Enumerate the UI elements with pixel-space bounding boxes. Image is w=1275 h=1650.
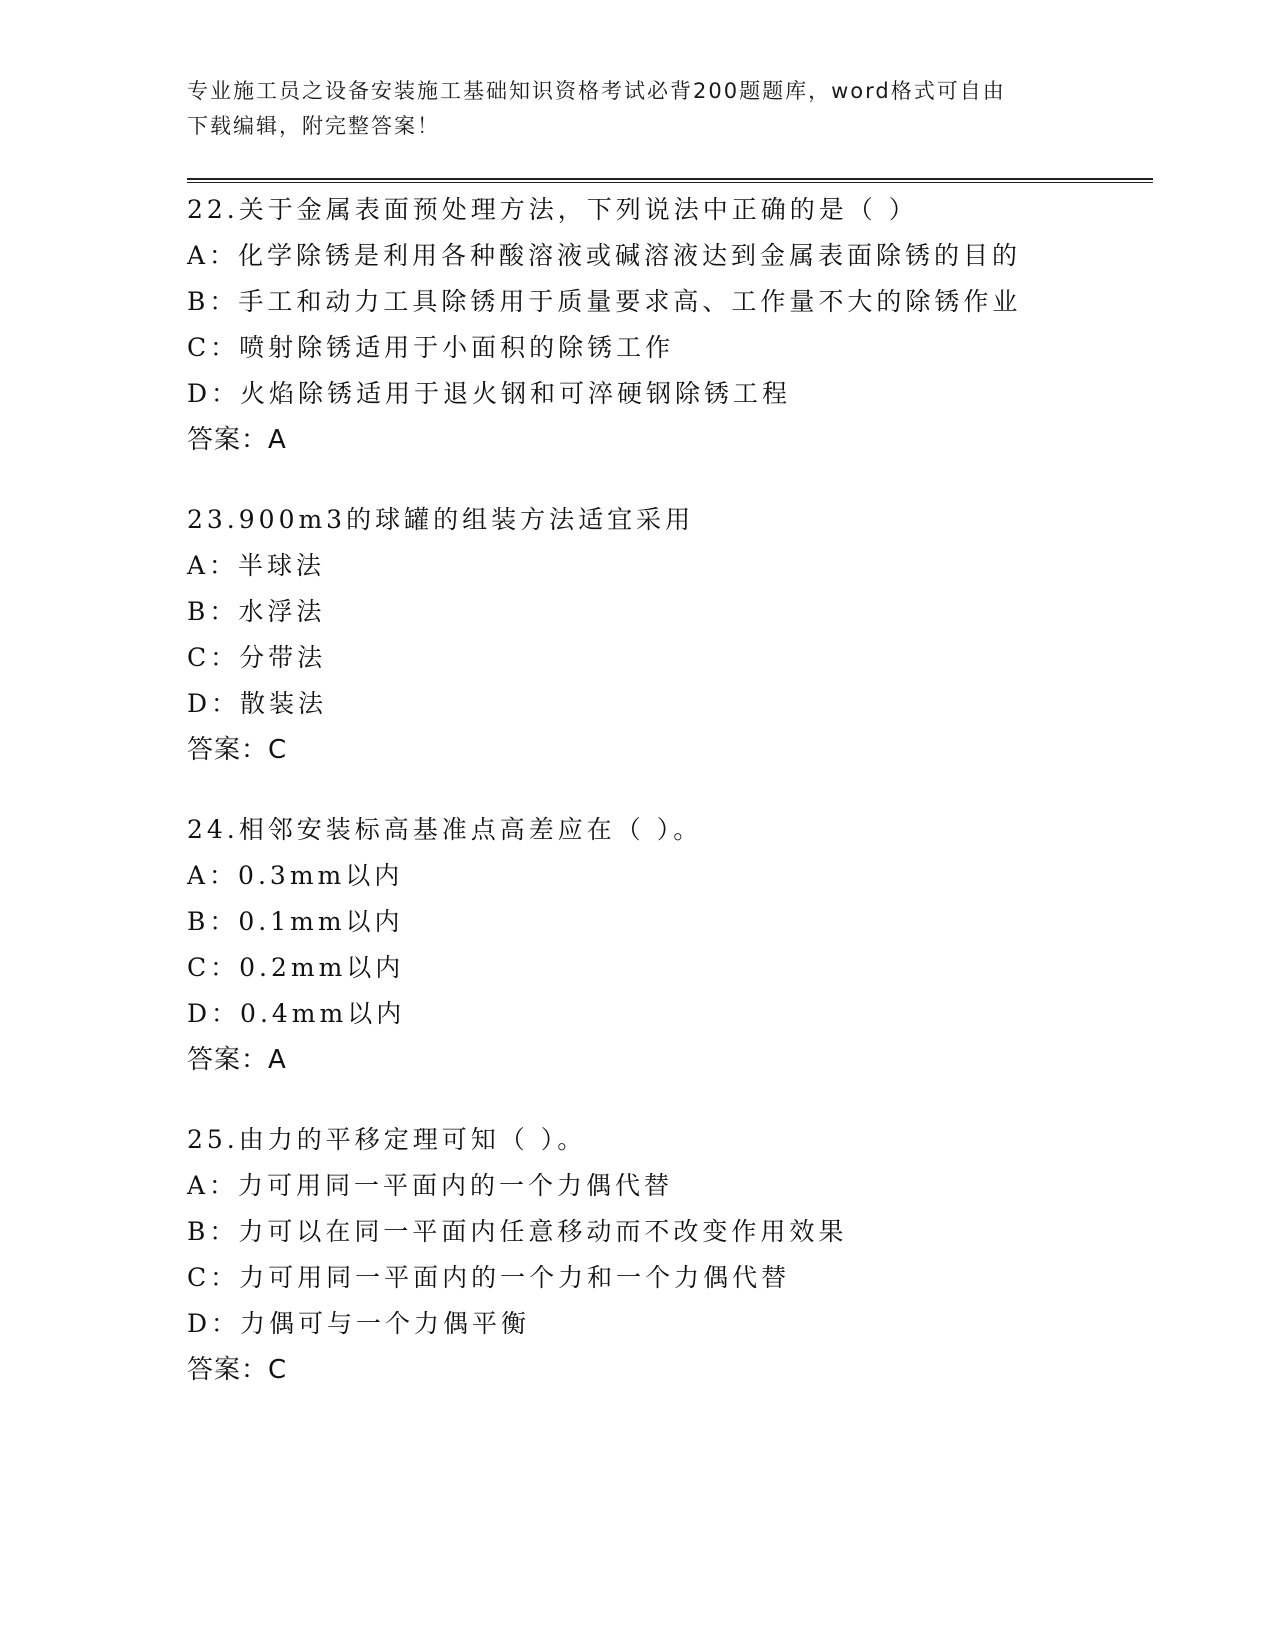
header-divider bbox=[187, 178, 1153, 183]
question-list bbox=[187, 187, 1147, 1427]
question-25 bbox=[187, 1117, 1147, 1393]
option-c: C：喷射除锈适用于小面积的除锈工作 bbox=[187, 333, 675, 362]
answer-label: 答案：C bbox=[187, 735, 288, 765]
question-stem: 23.900m3的球罐的组装方法适宜采用 bbox=[187, 505, 695, 534]
answer-label: 答案：C bbox=[187, 1355, 288, 1385]
option-a: A：半球法 bbox=[187, 551, 326, 580]
header-line-2: 下载编辑，附完整答案！ bbox=[187, 114, 440, 138]
question-23 bbox=[187, 497, 1147, 773]
answer-label: 答案：A bbox=[187, 425, 287, 455]
option-b: B：0.1mm以内 bbox=[187, 907, 404, 936]
document-header bbox=[187, 74, 1067, 144]
header-line-1: 专业施工员之设备安装施工基础知识资格考试必背200题题库，word格式可自由 bbox=[187, 79, 1006, 103]
answer-label: 答案：A bbox=[187, 1045, 287, 1075]
option-a: A：化学除锈是利用各种酸溶液或碱溶液达到金属表面除锈的目的 bbox=[187, 241, 1022, 270]
option-d: D：力偶可与一个力偶平衡 bbox=[187, 1309, 531, 1338]
option-c: C：分带法 bbox=[187, 643, 327, 672]
question-stem: 25.由力的平移定理可知（ ）。 bbox=[187, 1125, 587, 1154]
option-c: C：0.2mm以内 bbox=[187, 953, 405, 982]
option-c: C：力可用同一平面内的一个力和一个力偶代替 bbox=[187, 1263, 791, 1292]
option-a: A：力可用同一平面内的一个力偶代替 bbox=[187, 1171, 674, 1200]
option-d: D：散装法 bbox=[187, 689, 328, 718]
option-b: B：力可以在同一平面内任意移动而不改变作用效果 bbox=[187, 1217, 848, 1246]
question-stem: 22.关于金属表面预处理方法，下列说法中正确的是（ ） bbox=[187, 195, 918, 224]
question-stem: 24.相邻安装标高基准点高差应在（ ）。 bbox=[187, 815, 703, 844]
question-22 bbox=[187, 187, 1147, 463]
option-d: D：火焰除锈适用于退火钢和可淬硬钢除锈工程 bbox=[187, 379, 792, 408]
option-b: B：手工和动力工具除锈用于质量要求高、工作量不大的除锈作业 bbox=[187, 287, 1022, 316]
option-d: D：0.4mm以内 bbox=[187, 999, 406, 1028]
option-a: A：0.3mm以内 bbox=[187, 861, 404, 890]
question-24 bbox=[187, 807, 1147, 1083]
option-b: B：水浮法 bbox=[187, 597, 326, 626]
